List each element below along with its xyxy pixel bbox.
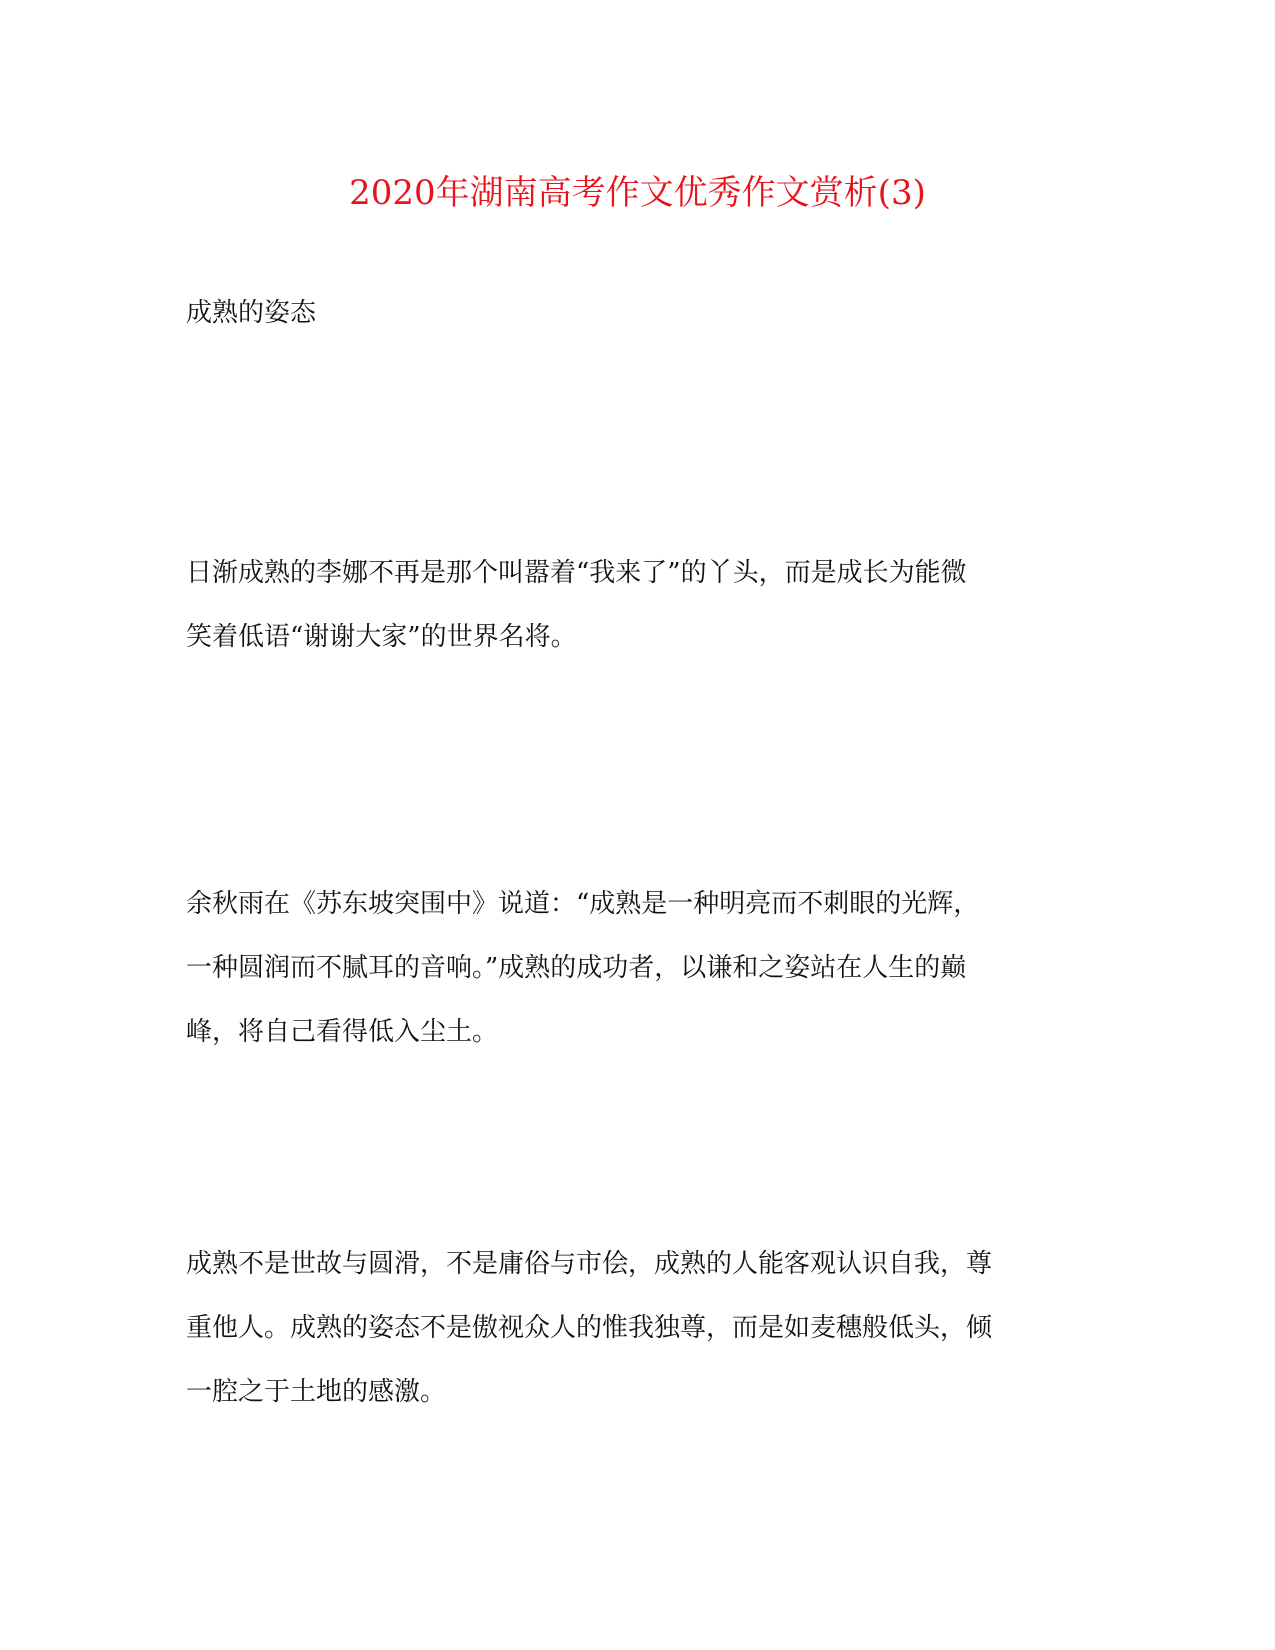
paragraph-line: 一腔之于土地的感激。: [186, 1377, 447, 1407]
document-title: 2020年湖南高考作文优秀作文赏析(3): [349, 173, 926, 213]
paragraph-2: [186, 872, 1096, 1064]
paragraph-3: [186, 1232, 1096, 1424]
paragraph-1: [186, 541, 1096, 669]
paragraph-line: 成熟不是世故与圆滑，不是庸俗与市侩，成熟的人能客观认识自我，尊: [186, 1249, 993, 1279]
paragraph-line: 峰，将自己看得低入尘土。: [186, 1017, 499, 1047]
essay-title: 成熟的姿态: [186, 298, 317, 328]
paragraph-line: 笑着低语“谢谢大家”的世界名将。: [186, 622, 577, 652]
paragraph-line: 一种圆润而不腻耳的音响。”成熟的成功者，以谦和之姿站在人生的巅: [186, 953, 967, 983]
paragraph-line: 余秋雨在《苏东坡突围中》说道：“成熟是一种明亮而不刺眼的光辉，: [186, 889, 980, 919]
paragraph-line: 日渐成熟的李娜不再是那个叫嚣着“我来了”的丫头，而是成长为能微: [186, 558, 967, 588]
paragraph-line: 重他人。成熟的姿态不是傲视众人的惟我独尊，而是如麦穗般低头，倾: [186, 1313, 993, 1343]
